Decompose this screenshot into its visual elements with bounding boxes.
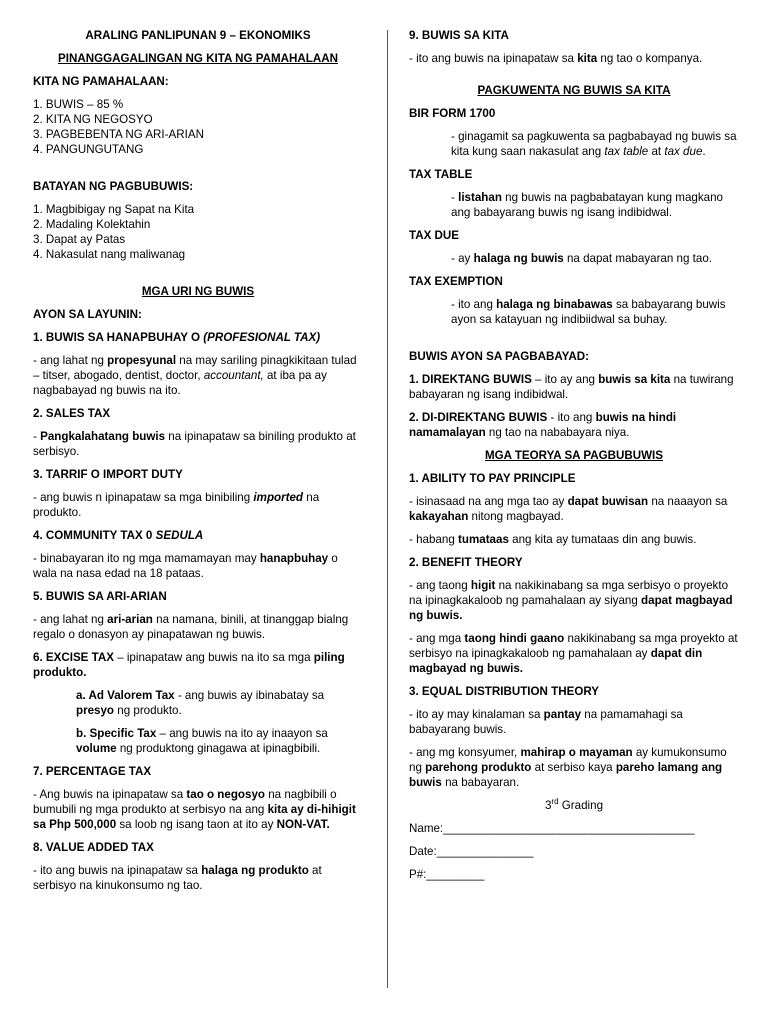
bir-form-title: BIR FORM 1700 (409, 107, 496, 120)
theory-1-point-1: - isinasaad na ang mga tao ay dapat buwisan na naaayon sa kakayahan nitong magbayad. (409, 495, 728, 523)
column-divider (387, 30, 388, 988)
section-1-title: 1. BUWIS SA HANAPBUHAY O (PROFESIONAL TAX) (33, 331, 321, 344)
batayan-item: 2. Madaling Kolektahin (33, 218, 151, 231)
kita-item: 2. KITA NG NEGOSYO (33, 113, 153, 126)
tax-due-body: - ay halaga ng buwis na dapat mabayaran ng tao. (451, 252, 713, 265)
kita-item: 1. BUWIS – 85 % (33, 98, 124, 111)
batayan-item: 3. Dapat ay Patas (33, 233, 126, 246)
section-1-body: - ang lahat ng propesyunal na may sariling pinagkikitaan tulad – titser, abogado, dentist, doctor, accountant, at iba pa ay nagbabayad ng buwis na ito. (33, 354, 357, 397)
kita-heading: KITA NG PAMAHALAAN: (33, 75, 169, 88)
theory-3-point-1: - ito ay may kinalaman sa pantay na pamamahagi sa babayarang buwis. (409, 708, 683, 736)
section-8-title: 8. VALUE ADDED TAX (33, 841, 154, 854)
grading-label: 3rd Grading (544, 797, 604, 812)
batayan-item: 4. Nakasulat nang maliwanag (33, 248, 186, 261)
mga-uri-heading: MGA URI NG BUWIS (141, 285, 255, 298)
section-2-body: - Pangkalahatang buwis na ipinapataw sa biniling produkto at serbisyo. (33, 430, 356, 458)
bir-form-body: - ginagamit sa pagkuwenta sa pagbabayad ng buwis sa kita kung saan nakasulat ang tax table at tax due. (451, 130, 737, 158)
di-direktang-buwis: 2. DI-DIREKTANG BUWIS - ito ang buwis na hindi namamalayan ng tao na nababayara niya. (409, 411, 677, 439)
batayan-item: 1. Magbibigay ng Sapat na Kita (33, 203, 195, 216)
tax-table-body: - listahan ng buwis na pagbabatayan kung magkano ang babayarang buwis ng isang indibidwal. (451, 191, 723, 219)
date-field[interactable]: Date:_______________ (409, 845, 534, 858)
section-5-body: - ang lahat ng ari-arian na namana, binili, at tinanggap bialng regalo o donasyon ay pinapatawan ng buwis. (33, 613, 349, 641)
kita-item: 4. PANGUNGUTANG (33, 143, 144, 156)
theory-2-title: 2. BENEFIT THEORY (409, 556, 523, 569)
batayan-heading: BATAYAN NG PAGBUBUWIS: (33, 180, 194, 193)
tax-exemption-body: - ito ang halaga ng binabawas sa babayarang buwis ayon sa katayuan ng indibiidwal sa buhay. (451, 298, 726, 326)
teorya-heading: MGA TEORYA SA PAGBUBUWIS (485, 449, 663, 462)
left-column (33, 28, 363, 901)
direktang-buwis: 1. DIREKTANG BUWIS – ito ay ang buwis sa kita na tuwirang babayaran ng isang indibidwal. (409, 373, 734, 401)
section-2-title: 2. SALES TAX (33, 407, 111, 420)
ayon-sa-layunin-heading: AYON SA LAYUNIN: (33, 308, 142, 321)
section-7-title: 7. PERCENTAGE TAX (33, 765, 152, 778)
kita-list (33, 97, 363, 157)
pagkuwenta-heading: PAGKUWENTA NG BUWIS SA KITA (477, 84, 671, 97)
theory-3-title: 3. EQUAL DISTRIBUTION THEORY (409, 685, 600, 698)
theory-3-point-2: - ang mg konsyumer, mahirap o mayaman ay kumukonsumo ng parehong produkto at serbiso kaya pareho lamang ang buwis na babayaran. (409, 746, 727, 789)
theory-2-point-2: - ang mga taong hindi gaano nakikinabang sa mga proyekto at serbisyo na ipinagkakaloob ng pamahalaan ay dapat din magbayad ng buwis. (409, 632, 738, 675)
theory-2-point-1: - ang taong higit na nakikinabang sa mga serbisyo o proyekto na ipinagkakaloob ng pamahalaan ay siyang dapat magbayad ng buwis. (409, 579, 733, 622)
section-9-title: 9. BUWIS SA KITA (409, 29, 509, 42)
batayan-list (33, 202, 363, 262)
tax-exemption-title: TAX EXEMPTION (409, 275, 503, 288)
p-number-field[interactable]: P#:_________ (409, 868, 485, 881)
section-8-body: - ito ang buwis na ipinapataw sa halaga ng produkto at serbisyo na kinukonsumo ng tao. (33, 864, 322, 892)
document-title: ARALING PANLIPUNAN 9 – EKONOMIKS (85, 29, 311, 42)
pagbabayad-heading: BUWIS AYON SA PAGBABAYAD: (409, 350, 589, 363)
section-3-body: - ang buwis n ipinapataw sa mga binibiling imported na produkto. (33, 491, 320, 519)
tax-due-title: TAX DUE (409, 229, 460, 242)
section-4-body: - binabayaran ito ng mga mamamayan may hanapbuhay o wala na nasa edad na 18 pataas. (33, 552, 338, 580)
section-6b: b. Specific Tax – ang buwis na ito ay inaayon sa volume ng produktong ginagawa at ipinagbibili. (76, 727, 328, 755)
section-9-body: - ito ang buwis na ipinapataw sa kita ng tao o kompanya. (409, 52, 703, 65)
right-column (409, 28, 739, 890)
theory-1-point-2: - habang tumataas ang kita ay tumataas din ang buwis. (409, 533, 697, 546)
section-5-title: 5. BUWIS SA ARI-ARIAN (33, 590, 167, 603)
section-7-body: - Ang buwis na ipinapataw sa tao o negosyo na nagbibili o bumubili ng mga produkto at serbisyo na ang kita ay di-hihigit sa Php 500,000 sa loob ng isang taon at ito ay NON-VAT. (33, 788, 356, 831)
section-4-title: 4. COMMUNITY TAX 0 SEDULA (33, 529, 204, 542)
section-6a: a. Ad Valorem Tax - ang buwis ay ibinabatay sa presyo ng produkto. (76, 689, 325, 717)
tax-table-title: TAX TABLE (409, 168, 473, 181)
section-6-title: 6. EXCISE TAX – ipinapataw ang buwis na ito sa mga piling produkto. (33, 651, 345, 679)
name-field[interactable]: Name:_______________________________________ (409, 822, 695, 835)
kita-item: 3. PAGBEBENTA NG ARI-ARIAN (33, 128, 204, 141)
document-subtitle: PINANGGAGALINGAN NG KITA NG PAMAHALAAN (58, 52, 338, 65)
section-3-title: 3. TARRIF O IMPORT DUTY (33, 468, 183, 481)
theory-1-title: 1. ABILITY TO PAY PRINCIPLE (409, 472, 576, 485)
